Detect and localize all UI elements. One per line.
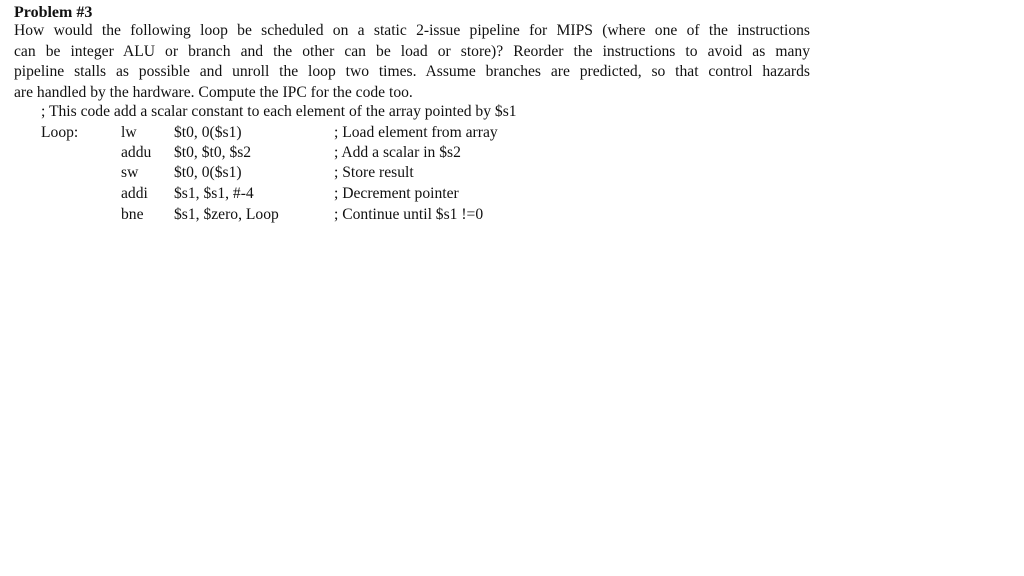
code-opcode: addi (121, 185, 148, 202)
code-operands: $t0, 0($s1) (174, 124, 242, 141)
code-opcode: sw (121, 164, 139, 181)
problem-statement (14, 21, 824, 103)
code-operands: $t0, $t0, $s2 (174, 144, 252, 161)
code-label: Loop: (41, 124, 79, 141)
code-comment: ; Load element from array (334, 124, 498, 141)
code-opcode: bne (121, 206, 144, 223)
code-comment: ; Continue until $s1 !=0 (334, 206, 484, 223)
code-comment: ; Add a scalar in $s2 (334, 144, 461, 161)
code-header-comment: ; This code add a scalar constant to each element of the array pointed by $s1 (41, 103, 517, 120)
code-operands: $s1, $zero, Loop (174, 206, 279, 223)
code-comment: ; Decrement pointer (334, 185, 459, 202)
code-operands: $s1, $s1, #-4 (174, 185, 254, 202)
statement-line: pipeline stalls as possible and unroll the loop two times. Assume branches are predicted, so that control hazards (14, 63, 810, 80)
code-comment: ; Store result (334, 164, 414, 181)
code-operands: $t0, 0($s1) (174, 164, 242, 181)
statement-line: are handled by the hardware. Compute the IPC for the code too. (14, 83, 413, 101)
statement-line: can be integer ALU or branch and the other can be load or store)? Reorder the instructions to avoid as many (14, 42, 810, 60)
code-opcode: lw (121, 124, 137, 141)
problem-title: Problem #3 (14, 4, 93, 21)
code-opcode: addu (121, 144, 152, 161)
statement-line: How would the following loop be scheduled on a static 2-issue pipeline for MIPS (where one of the instructions (14, 22, 810, 39)
